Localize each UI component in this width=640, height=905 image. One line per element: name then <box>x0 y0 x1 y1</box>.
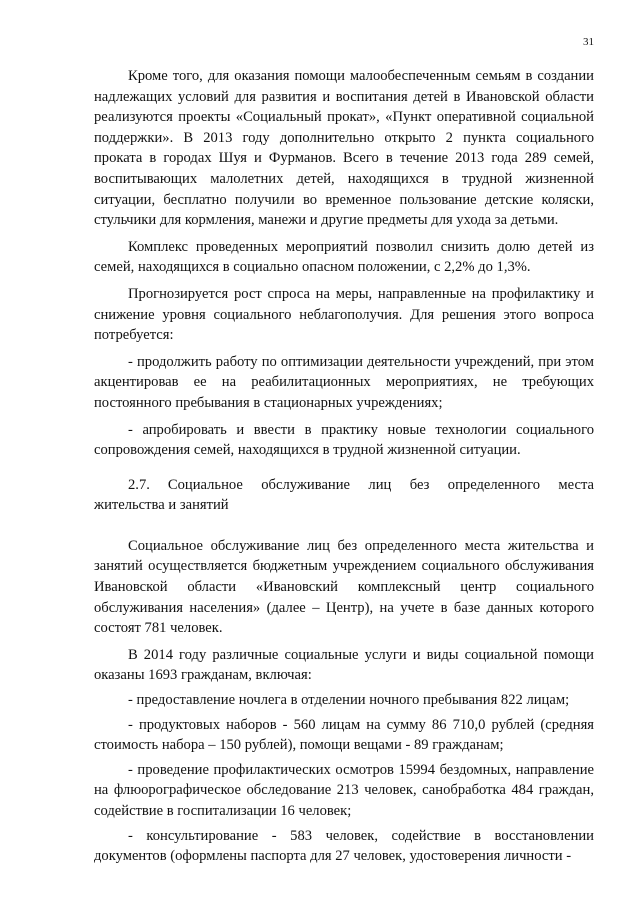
list-item-optimization: - продолжить работу по оптимизации деятельности учреждений, при этом акцентировав ее на реабилитационных мероприятиях, не требующих постоянного пребывания в стационарных учреждениях; <box>94 353 594 411</box>
paragraph-forecast: Прогнозируется рост спроса на меры, направленные на профилактику и снижение уровня социального неблагополучия. Для решения этого вопроса потребуется: <box>94 285 594 344</box>
list-item-overnight: - предоставление ночлега в отделении ночного пребывания 822 лицам; <box>128 692 570 709</box>
page-number: 31 <box>583 36 594 48</box>
paragraph-social-rental: Кроме того, для оказания помощи малообеспеченным семьям в создании надлежащих условий для развития и воспитания детей в Ивановской области реализуются проекты «Социальный прокат», «Пункт оперативной социальной поддержки». В 2013 году дополнительно открыто 2 пункта социального проката в городах Шуя и Фурманов. Всего в течение 2013 года 289 семей, воспитывающих малолетних детей, находящихся в трудной жизненной ситуации, бесплатно получили во временное пользование детские коляски, стульчики для кормления, манежи и другие предметы для ухода за детьми. <box>94 68 594 229</box>
page-body <box>94 66 594 871</box>
list-item-medical: - проведение профилактических осмотров 15994 бездомных, направление на флюорографическое обследование 213 человек, санобработка 484 граждан, содействие в госпитализации 16 человек; <box>94 761 594 819</box>
paragraph-homeless-service: Социальное обслуживание лиц без определенного места жительства и занятий осуществляется бюджетным учреждением социального обслуживания Ивановской области «Ивановский комплексный центр социального обслуживания населения» (далее – Центр), на учете в базе данных которого состоят 781 человек. <box>94 537 594 637</box>
section-number: 2.7. <box>128 476 150 493</box>
list-item-new-technologies: - апробировать и ввести в практику новые технологии социального сопровождения семей, находящихся в трудной жизненной ситуации. <box>94 421 594 459</box>
paragraph-results: Комплекс проведенных мероприятий позволил снизить долю детей из семей, находящихся в социально опасном положении, с 2,2% до 1,3%. <box>94 238 594 276</box>
list-item-consulting: - консультирование - 583 человек, содействие в восстановлении документов (оформлены паспорта для 27 человек, удостоверения личности - <box>94 827 594 865</box>
section-heading <box>94 475 594 516</box>
paragraph-services-2014: В 2014 году различные социальные услуги и виды социальной помощи оказаны 1693 гражданам, включая: <box>94 646 594 684</box>
list-item-food-sets: - продуктовых наборов - 560 лицам на сумму 86 710,0 рублей (средняя стоимость набора – 150 рублей), помощи вещами - 89 гражданам; <box>94 716 594 754</box>
section-title: Социальное обслуживание лиц без определенного места жительства и занятий <box>94 476 594 514</box>
